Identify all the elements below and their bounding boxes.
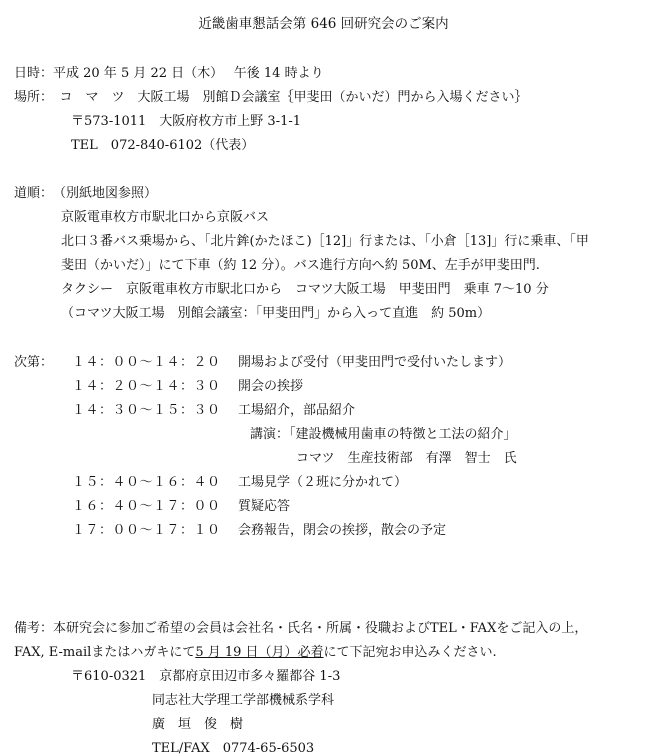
venue-line: 場所： コ マ ツ 大阪工場 別館Ｄ会議室｛甲斐田（かいだ）門から入場ください｝ bbox=[14, 90, 528, 105]
schedule-time: １４：２０〜１４：３０ bbox=[72, 379, 221, 394]
lecturer-name: コマツ 生産技術部 有澤 智士 氏 bbox=[296, 451, 517, 466]
schedule-desc: 質疑応答 bbox=[238, 499, 291, 514]
deadline-date: 5 月 19 日（月）必着 bbox=[195, 645, 324, 660]
directions-line: 斐田（かいだ）」にて下車（約 12 分）。バス進行方向へ約 50M、左手が甲斐田門. bbox=[61, 258, 540, 273]
schedule-desc: 会務報告，閉会の挨拶，散会の予定 bbox=[238, 523, 447, 538]
contact-person: 廣 垣 俊 樹 bbox=[152, 717, 244, 732]
contact-postal: 〒610-0321 京都府京田辺市多々羅都谷 1-3 bbox=[71, 669, 341, 684]
schedule-label: 次第： bbox=[14, 355, 54, 370]
page-title: 近畿歯車懇話会第 646 回研究会のご案内 bbox=[198, 16, 449, 32]
venue-postal: 〒573-1011 大阪府枚方市上野 3-1-1 bbox=[71, 114, 302, 129]
contact-telfax: TEL/FAX 0774-65-6503 bbox=[152, 741, 315, 756]
schedule-item bbox=[72, 380, 303, 393]
schedule-desc: 開場および受付（甲斐田門で受付いたします） bbox=[238, 355, 512, 370]
directions-line: 京阪電車枚方市駅北口から京阪バス bbox=[61, 210, 270, 225]
schedule-time: １５：４０〜１６：４０ bbox=[72, 475, 221, 490]
directions-line: 北口３番バス乗場から、「北片鉾(かたほこ)［12]」行または、「小倉［13]」行に乗車、「甲 bbox=[61, 234, 589, 249]
remarks-text: にて下記宛お申込みください. bbox=[323, 645, 497, 660]
schedule-time: １７：００〜１７：１０ bbox=[72, 523, 221, 538]
directions-line: タクシー 京阪電車枚方市駅北口から コマツ大阪工場 甲斐田門 乗車 7〜10 分 bbox=[61, 282, 549, 297]
schedule-item bbox=[72, 404, 355, 417]
lecture-title: 講演：「建設機械用歯車の特徴と工法の紹介」 bbox=[250, 427, 517, 442]
schedule-time: １４：００〜１４：２０ bbox=[72, 355, 221, 370]
directions-line: （コマツ大阪工場 別館会議室：「甲斐田門」から入って直進 約 50m） bbox=[61, 306, 491, 321]
schedule-item bbox=[72, 524, 446, 537]
schedule-time: １６：４０〜１７：００ bbox=[72, 499, 221, 514]
schedule-desc: 開会の挨拶 bbox=[238, 379, 304, 394]
datetime-line: 日時：平成 20 年 5 月 22 日（木） 午後 14 時より bbox=[14, 66, 324, 81]
schedule-item bbox=[72, 500, 290, 513]
schedule-desc: 工場紹介，部品紹介 bbox=[238, 403, 356, 418]
directions-header: 道順： （別紙地図参照） bbox=[14, 186, 158, 201]
schedule-time: １４：３０〜１５：３０ bbox=[72, 403, 221, 418]
contact-department: 同志社大学理工学部機械系学科 bbox=[152, 693, 335, 708]
remarks-line bbox=[14, 646, 497, 659]
venue-tel: TEL 072-840-6102（代表） bbox=[71, 138, 255, 153]
remarks-text: FAX, E-mailまたはハガキにて bbox=[14, 645, 196, 660]
schedule-item bbox=[72, 476, 407, 489]
schedule-item bbox=[72, 356, 511, 369]
schedule-desc: 工場見学（２班に分かれて） bbox=[238, 475, 408, 490]
remarks-line: 備考：本研究会に参加ご希望の会員は会社名・氏名・所属・役職およびTEL・FAXをご記入の上， bbox=[14, 621, 588, 636]
